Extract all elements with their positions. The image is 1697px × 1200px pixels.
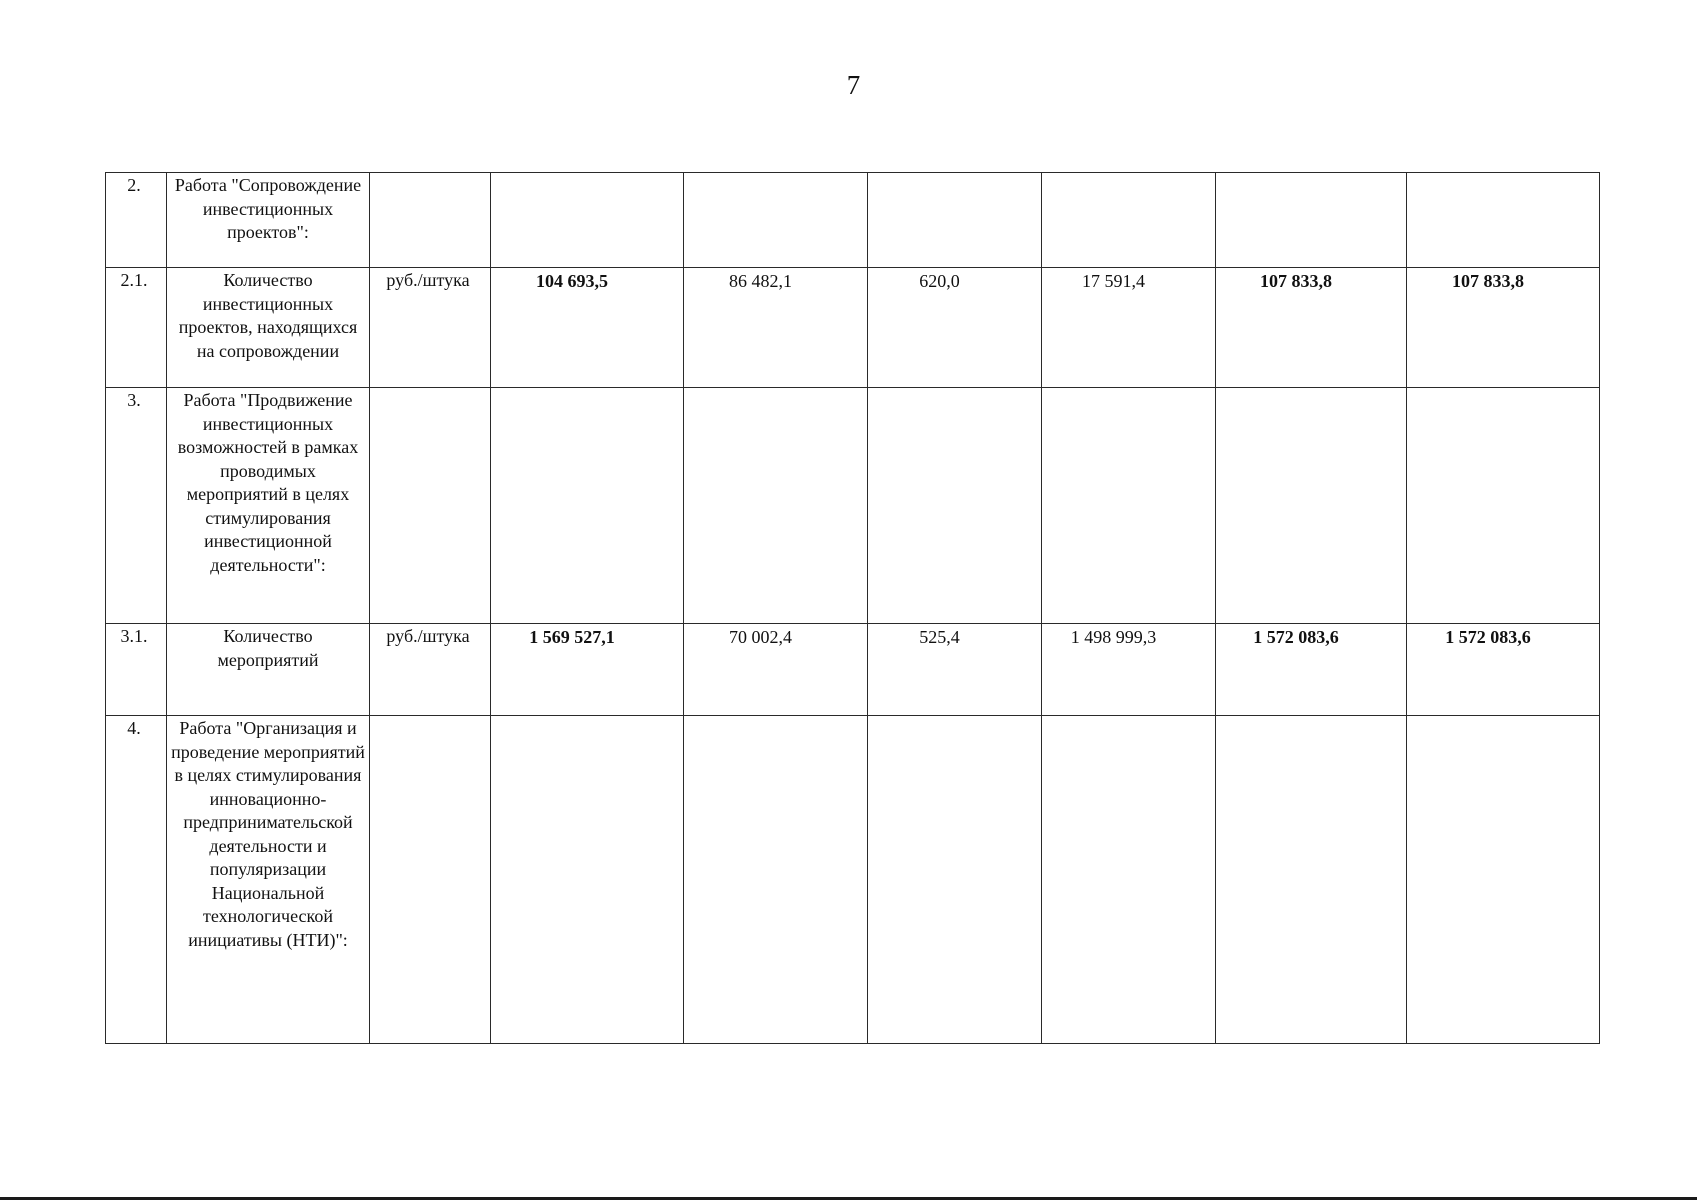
cell-value: [684, 388, 868, 624]
row-number: 2.: [106, 173, 167, 268]
table-row: [106, 388, 1600, 624]
cell-value: [868, 388, 1042, 624]
cell-value: 525,4: [868, 624, 1042, 716]
cell-value: 620,0: [868, 268, 1042, 388]
cell-value: [868, 716, 1042, 1044]
row-number: 4.: [106, 716, 167, 1044]
cell-total: 1 569 527,1: [491, 624, 684, 716]
budget-table: [105, 172, 1600, 1044]
row-unit: руб./штука: [370, 624, 491, 716]
page-number: 7: [846, 70, 861, 100]
cell-total: [1407, 388, 1600, 624]
row-number: 3.: [106, 388, 167, 624]
row-unit: [370, 388, 491, 624]
cell-value: 86 482,1: [684, 268, 868, 388]
table-row: [106, 624, 1600, 716]
cell-total: 104 693,5: [491, 268, 684, 388]
row-name: Количество инвестиционных проектов, находящихся на сопровождении: [167, 268, 370, 388]
cell-value: [684, 173, 868, 268]
cell-total: [1216, 173, 1407, 268]
row-number: 2.1.: [106, 268, 167, 388]
cell-value: 17 591,4: [1042, 268, 1216, 388]
cell-value: [868, 173, 1042, 268]
cell-total: 1 572 083,6: [1216, 624, 1407, 716]
cell-total: [491, 388, 684, 624]
table-row: [106, 716, 1600, 1044]
row-unit: руб./штука: [370, 268, 491, 388]
cell-value: 70 002,4: [684, 624, 868, 716]
cell-value: 1 498 999,3: [1042, 624, 1216, 716]
table-row: [106, 173, 1600, 268]
cell-total: [491, 173, 684, 268]
row-name: Количество мероприятий: [167, 624, 370, 716]
row-number: 3.1.: [106, 624, 167, 716]
row-name: Работа "Организация и проведение мероприятий в целях стимулирования инновационно-предпринимательской деятельности и популяризации Национальной технологической инициативы (НТИ)":: [167, 716, 370, 1044]
cell-total: 107 833,8: [1216, 268, 1407, 388]
table-row: [106, 268, 1600, 388]
cell-total: [1216, 716, 1407, 1044]
row-name: Работа "Продвижение инвестиционных возможностей в рамках проводимых мероприятий в целях стимулирования инвестиционной деятельности":: [167, 388, 370, 624]
cell-total: [1407, 173, 1600, 268]
cell-value: [684, 716, 868, 1044]
cell-value: [1042, 388, 1216, 624]
row-unit: [370, 173, 491, 268]
row-unit: [370, 716, 491, 1044]
cell-total: [491, 716, 684, 1044]
cell-total: 1 572 083,6: [1407, 624, 1600, 716]
row-name: Работа "Сопровождение инвестиционных проектов":: [167, 173, 370, 268]
cell-value: [1042, 173, 1216, 268]
cell-total: [1407, 716, 1600, 1044]
cell-value: [1042, 716, 1216, 1044]
cell-total: 107 833,8: [1407, 268, 1600, 388]
cell-total: [1216, 388, 1407, 624]
